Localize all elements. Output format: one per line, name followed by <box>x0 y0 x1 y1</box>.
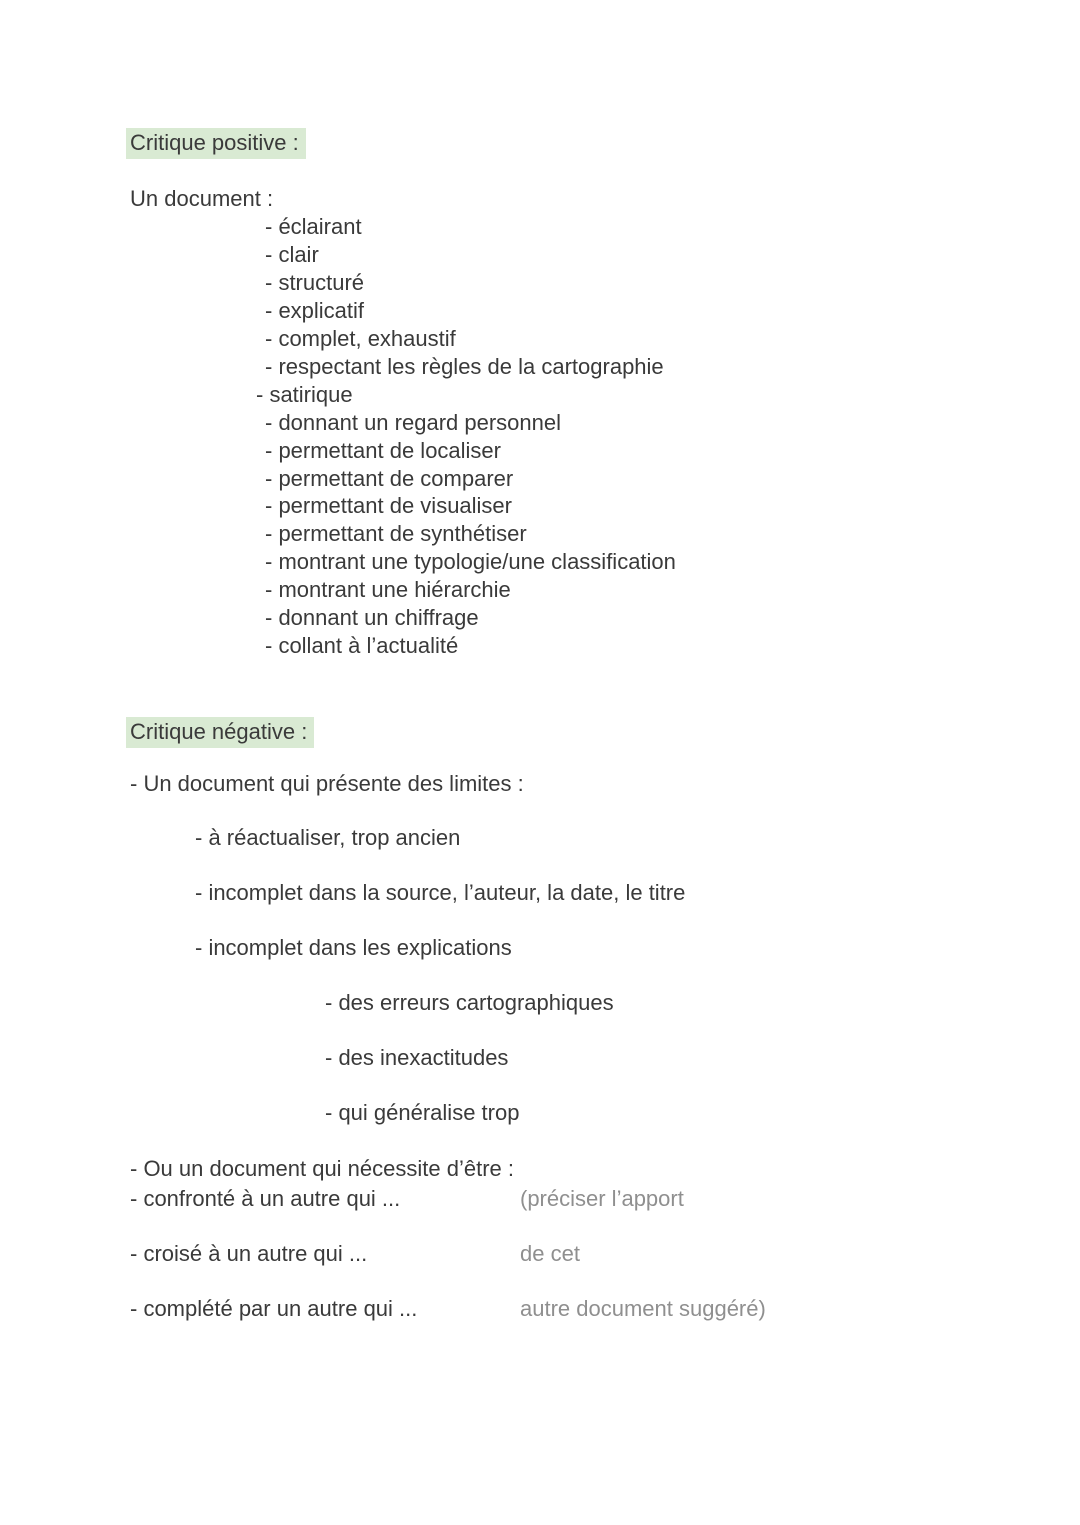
complement-left: - complété par un autre qui ... <box>130 1296 418 1322</box>
negative-intro: - Un document qui présente des limites : <box>130 771 524 797</box>
complement-row <box>130 1295 1020 1323</box>
complement-intro: - Ou un document qui nécessite d’être : <box>130 1156 514 1182</box>
complement-annotation: autre document suggéré) <box>520 1296 766 1322</box>
list-item: - montrant une hiérarchie <box>265 577 511 603</box>
list-item: - clair <box>265 242 319 268</box>
list-item: - structuré <box>265 270 365 296</box>
list-item: - des erreurs cartographiques <box>325 990 614 1016</box>
complement-row <box>130 1240 1020 1268</box>
heading-critique-negative: Critique négative : <box>126 717 314 748</box>
list-item: - à réactualiser, trop ancien <box>195 825 461 851</box>
list-item: - des inexactitudes <box>325 1045 509 1071</box>
positive-list <box>256 213 1020 660</box>
list-item: - qui généralise trop <box>325 1100 520 1126</box>
list-item: - permettant de visualiser <box>265 493 512 519</box>
list-item: - permettant de synthétiser <box>265 521 527 547</box>
complement-left: - croisé à un autre qui ... <box>130 1241 368 1267</box>
list-item: - donnant un chiffrage <box>265 605 479 631</box>
list-item: - satirique <box>256 381 353 407</box>
list-item: - incomplet dans les explications <box>195 935 512 961</box>
list-item: - permettant de localiser <box>265 437 501 463</box>
section-critique-positive <box>130 128 1020 660</box>
list-item: - éclairant <box>265 214 362 240</box>
list-item: - donnant un regard personnel <box>265 409 561 435</box>
positive-intro: Un document : <box>130 186 274 212</box>
list-item: - incomplet dans la source, l’auteur, la date, le titre <box>195 880 686 906</box>
complement-left: - confronté à un autre qui ... <box>130 1186 401 1212</box>
list-item: - collant à l’actualité <box>265 632 459 658</box>
complement-annotation: de cet <box>520 1241 580 1267</box>
complement-annotation: (préciser l’apport <box>520 1186 684 1212</box>
section-complement <box>130 1155 1020 1323</box>
section-critique-negative <box>130 717 1020 1127</box>
complement-row <box>130 1185 1020 1213</box>
list-item: - montrant une typologie/une classification <box>265 549 676 575</box>
list-item: - respectant les règles de la cartographie <box>265 353 664 379</box>
list-item: - explicatif <box>265 298 365 324</box>
heading-critique-positive: Critique positive : <box>126 128 306 159</box>
list-item: - permettant de comparer <box>265 465 514 491</box>
list-item: - complet, exhaustif <box>265 326 456 352</box>
